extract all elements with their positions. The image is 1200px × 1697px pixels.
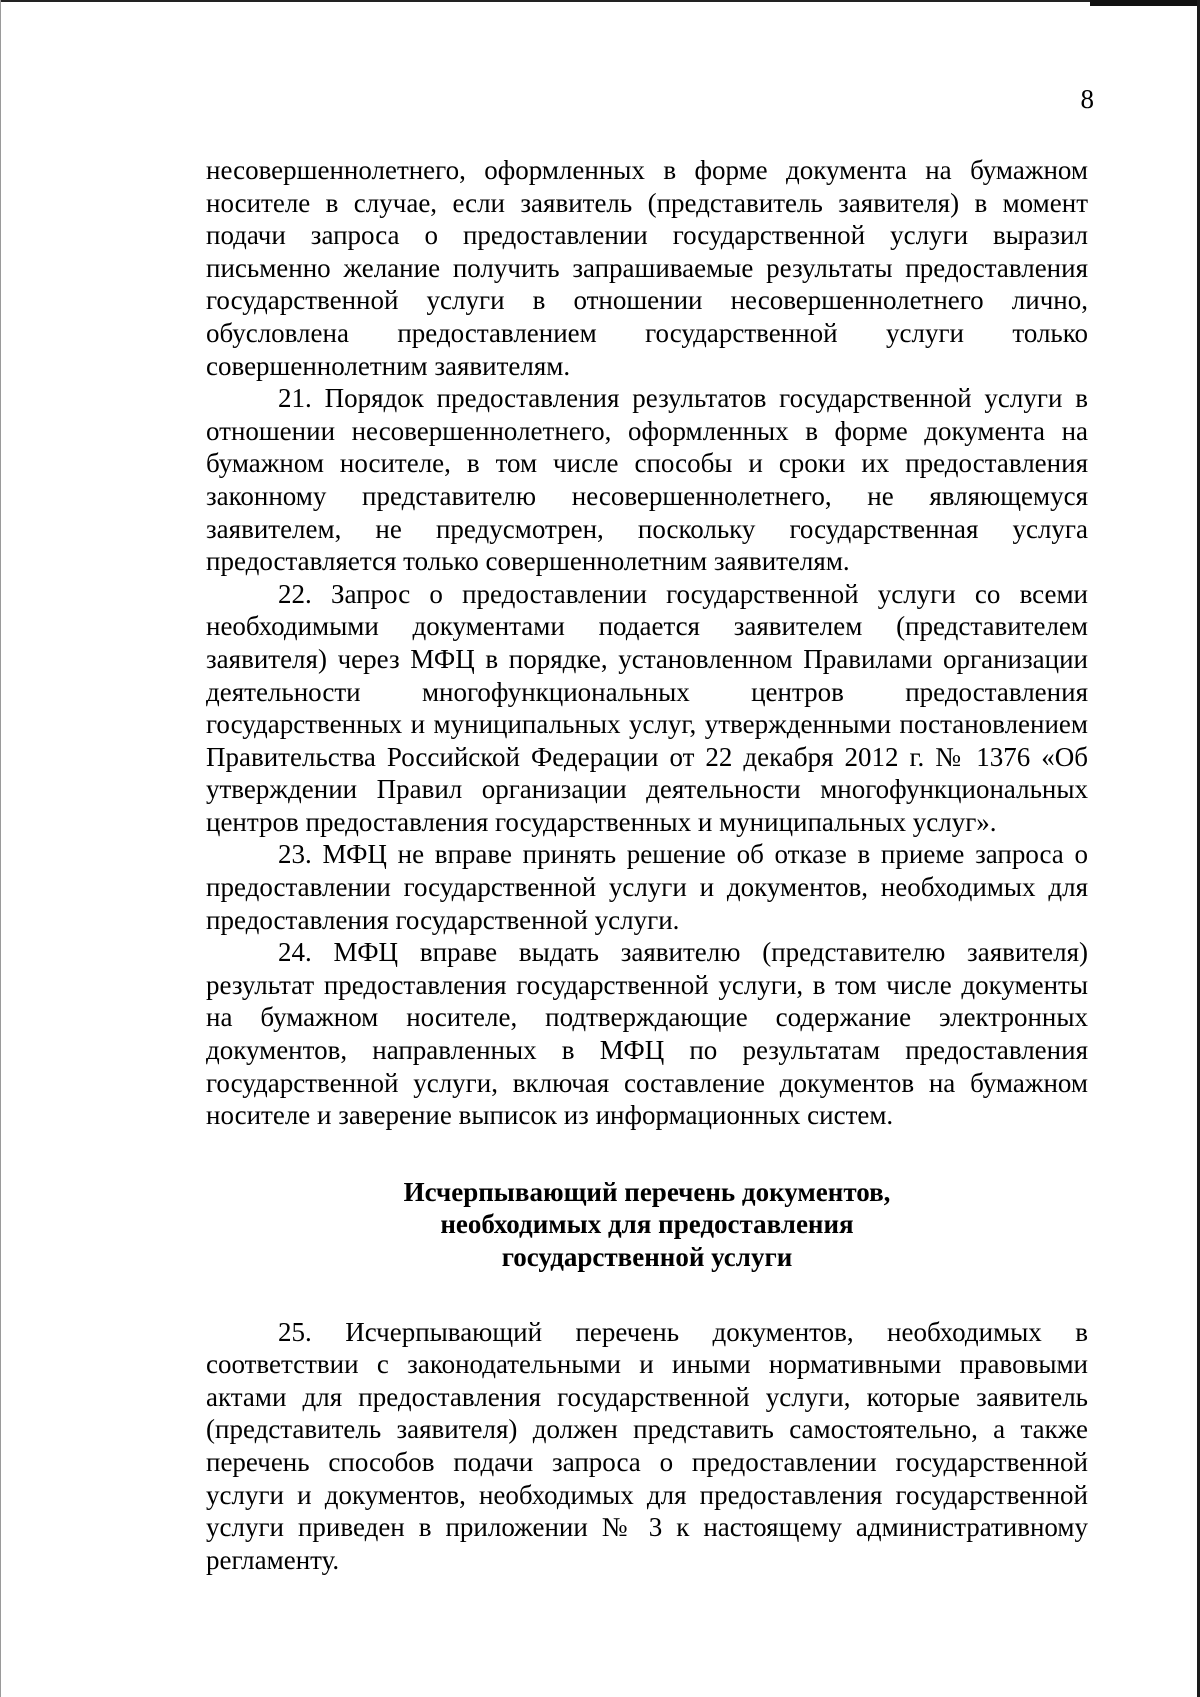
paragraph-21: 21. Порядок предоставления результатов государственной услуги в отношении несовершеннолетнего, оформленных в форме документа на бумажном носителе, в том числе способы и сроки их предоставления законному представителю несовершеннолетнего, не являющемуся заявителем, не предусмотрен, поскольку государственная услуга предоставляется только совершеннолетним заявителям.: [206, 383, 1088, 577]
paragraph-25: 25. Исчерпывающий перечень документов, необходимых в соответствии с законодательными и иными нормативными правовыми актами для предоставления государственной услуги, которые заявитель (представитель заявителя) должен представить самостоятельно, а также перечень способов подачи запроса о предоставлении государственной услуги и документов, необходимых для предоставления государственной услуги приведен в приложении № 3 к настоящему административному регламенту.: [206, 1316, 1088, 1575]
section-heading-line-2: необходимых для предоставления: [440, 1209, 854, 1240]
section-heading: [206, 1176, 1088, 1274]
paragraph-23: 23. МФЦ не вправе принять решение об отказе в приеме запроса о предоставлении государственной услуги и документов, необходимых для предоставления государственной услуги.: [206, 839, 1088, 935]
document-body: [206, 154, 1088, 1576]
page-number: 8: [1080, 84, 1094, 114]
scan-edge-top: [0, 0, 1200, 2]
scan-edge-left: [0, 0, 1, 1697]
scan-edge-corner: [1090, 0, 1200, 6]
paragraph-24: 24. МФЦ вправе выдать заявителю (представителю заявителя) результат предоставления государственной услуги, в том числе документы на бумажном носителе, подтверждающие содержание электронных документов, направленных в МФЦ по результатам предоставления государственной услуги, включая составление документов на бумажном носителе и заверение выписок из информационных систем.: [206, 937, 1088, 1131]
paragraph-continuation: несовершеннолетнего, оформленных в форме документа на бумажном носителе в случае, если заявитель (представитель заявителя) в момент подачи запроса о предоставлении государственной услуги выразил письменно желание получить запрашиваемые результаты предоставления государственной услуги в отношении несовершеннолетнего лично, обусловлена предоставлением государственной услуги только совершеннолетним заявителям.: [206, 155, 1088, 381]
paragraph-22: 22. Запрос о предоставлении государственной услуги со всеми необходимыми документами подается заявителем (представителем заявителя) через МФЦ в порядке, установленном Правилами организации деятельности многофункциональных центров предоставления государственных и муниципальных услуг, утвержденными постановлением Правительства Российской Федерации от 22 декабря 2012 г. № 1376 «Об утверждении Правил организации деятельности многофункциональных центров предоставления государственных и муниципальных услуг».: [206, 578, 1088, 837]
section-heading-line-3: государственной услуги: [501, 1242, 793, 1272]
section-heading-line-1: Исчерпывающий перечень документов,: [403, 1176, 891, 1207]
